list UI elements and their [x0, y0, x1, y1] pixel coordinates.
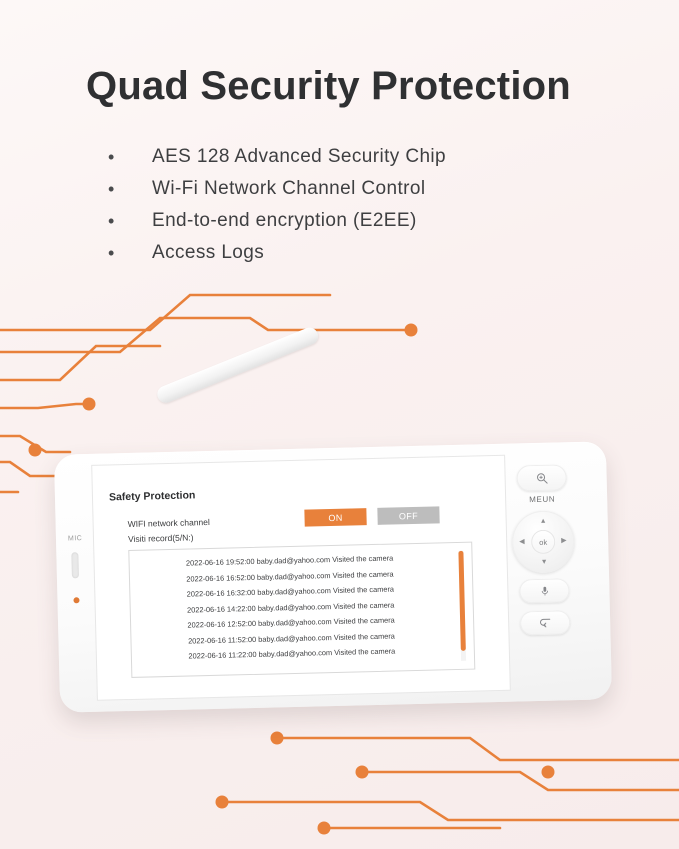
baby-monitor-device — [0, 355, 679, 775]
zoom-button[interactable] — [516, 464, 567, 491]
back-button[interactable] — [520, 610, 571, 635]
wifi-channel-label: WIFI network channel — [127, 516, 210, 529]
screen-title: Safety Protection — [108, 489, 196, 504]
ok-button[interactable]: ok — [531, 530, 556, 555]
dpad-right-icon[interactable]: ▶ — [561, 537, 567, 545]
visit-record-label: Visiti record(5/N:) — [127, 532, 194, 544]
bullet-icon: • — [108, 179, 115, 199]
table-row: 2022-06-16 11:52:00 baby.dad@yahoo.com Visited the camera — [188, 631, 395, 646]
wifi-channel-off-button[interactable]: OFF — [377, 506, 439, 525]
mic-label: MIC — [67, 535, 83, 543]
zoom-in-icon — [535, 471, 548, 484]
antenna — [148, 305, 345, 447]
monitor-body — [54, 441, 612, 712]
table-row: 2022-06-16 16:32:00 baby.dad@yahoo.com Visited the camera — [186, 584, 395, 599]
table-row: 2022-06-16 16:52:00 baby.dad@yahoo.com Visited the camera — [186, 569, 394, 584]
list-item — [108, 174, 628, 206]
microphone-button[interactable] — [519, 578, 570, 603]
dpad-down-icon[interactable]: ▼ — [540, 558, 548, 566]
dpad[interactable] — [511, 510, 574, 573]
table-row: 2022-06-16 19:52:00 baby.dad@yahoo.com Visited the camera — [185, 553, 394, 568]
dpad-up-icon[interactable]: ▲ — [539, 517, 547, 525]
list-item-label: End-to-end encryption (E2EE) — [152, 210, 417, 231]
table-row: 2022-06-16 11:22:00 baby.dad@yahoo.com Visited the camera — [188, 646, 396, 661]
monitor-screen — [92, 456, 510, 700]
dpad-left-icon[interactable]: ◀ — [519, 538, 525, 546]
list-item-label: Wi-Fi Network Channel Control — [152, 178, 426, 199]
list-item — [108, 206, 628, 238]
side-speaker-slot — [71, 552, 79, 578]
microphone-icon — [539, 584, 550, 597]
status-led — [73, 597, 79, 603]
table-row: 2022-06-16 12:52:00 baby.dad@yahoo.com Visited the camera — [187, 615, 395, 630]
list-item — [108, 142, 628, 174]
back-arrow-icon — [538, 617, 552, 629]
feature-list — [108, 142, 628, 270]
access-log-list — [139, 549, 442, 665]
bullet-icon: • — [108, 211, 115, 231]
bullet-icon: • — [108, 243, 115, 263]
antenna-bar — [155, 325, 321, 405]
list-item-label: Access Logs — [152, 242, 265, 263]
menu-label[interactable]: MEUN — [529, 494, 556, 505]
page-title: Quad Security Protection — [86, 64, 571, 108]
table-row: 2022-06-16 14:22:00 baby.dad@yahoo.com Visited the camera — [186, 600, 395, 615]
list-item — [108, 238, 628, 270]
list-item-label: AES 128 Advanced Security Chip — [152, 146, 447, 167]
wifi-channel-on-button[interactable]: ON — [304, 508, 366, 527]
access-log-panel[interactable] — [128, 542, 475, 678]
scrollbar-thumb[interactable] — [458, 551, 465, 651]
bullet-icon: • — [108, 147, 115, 167]
